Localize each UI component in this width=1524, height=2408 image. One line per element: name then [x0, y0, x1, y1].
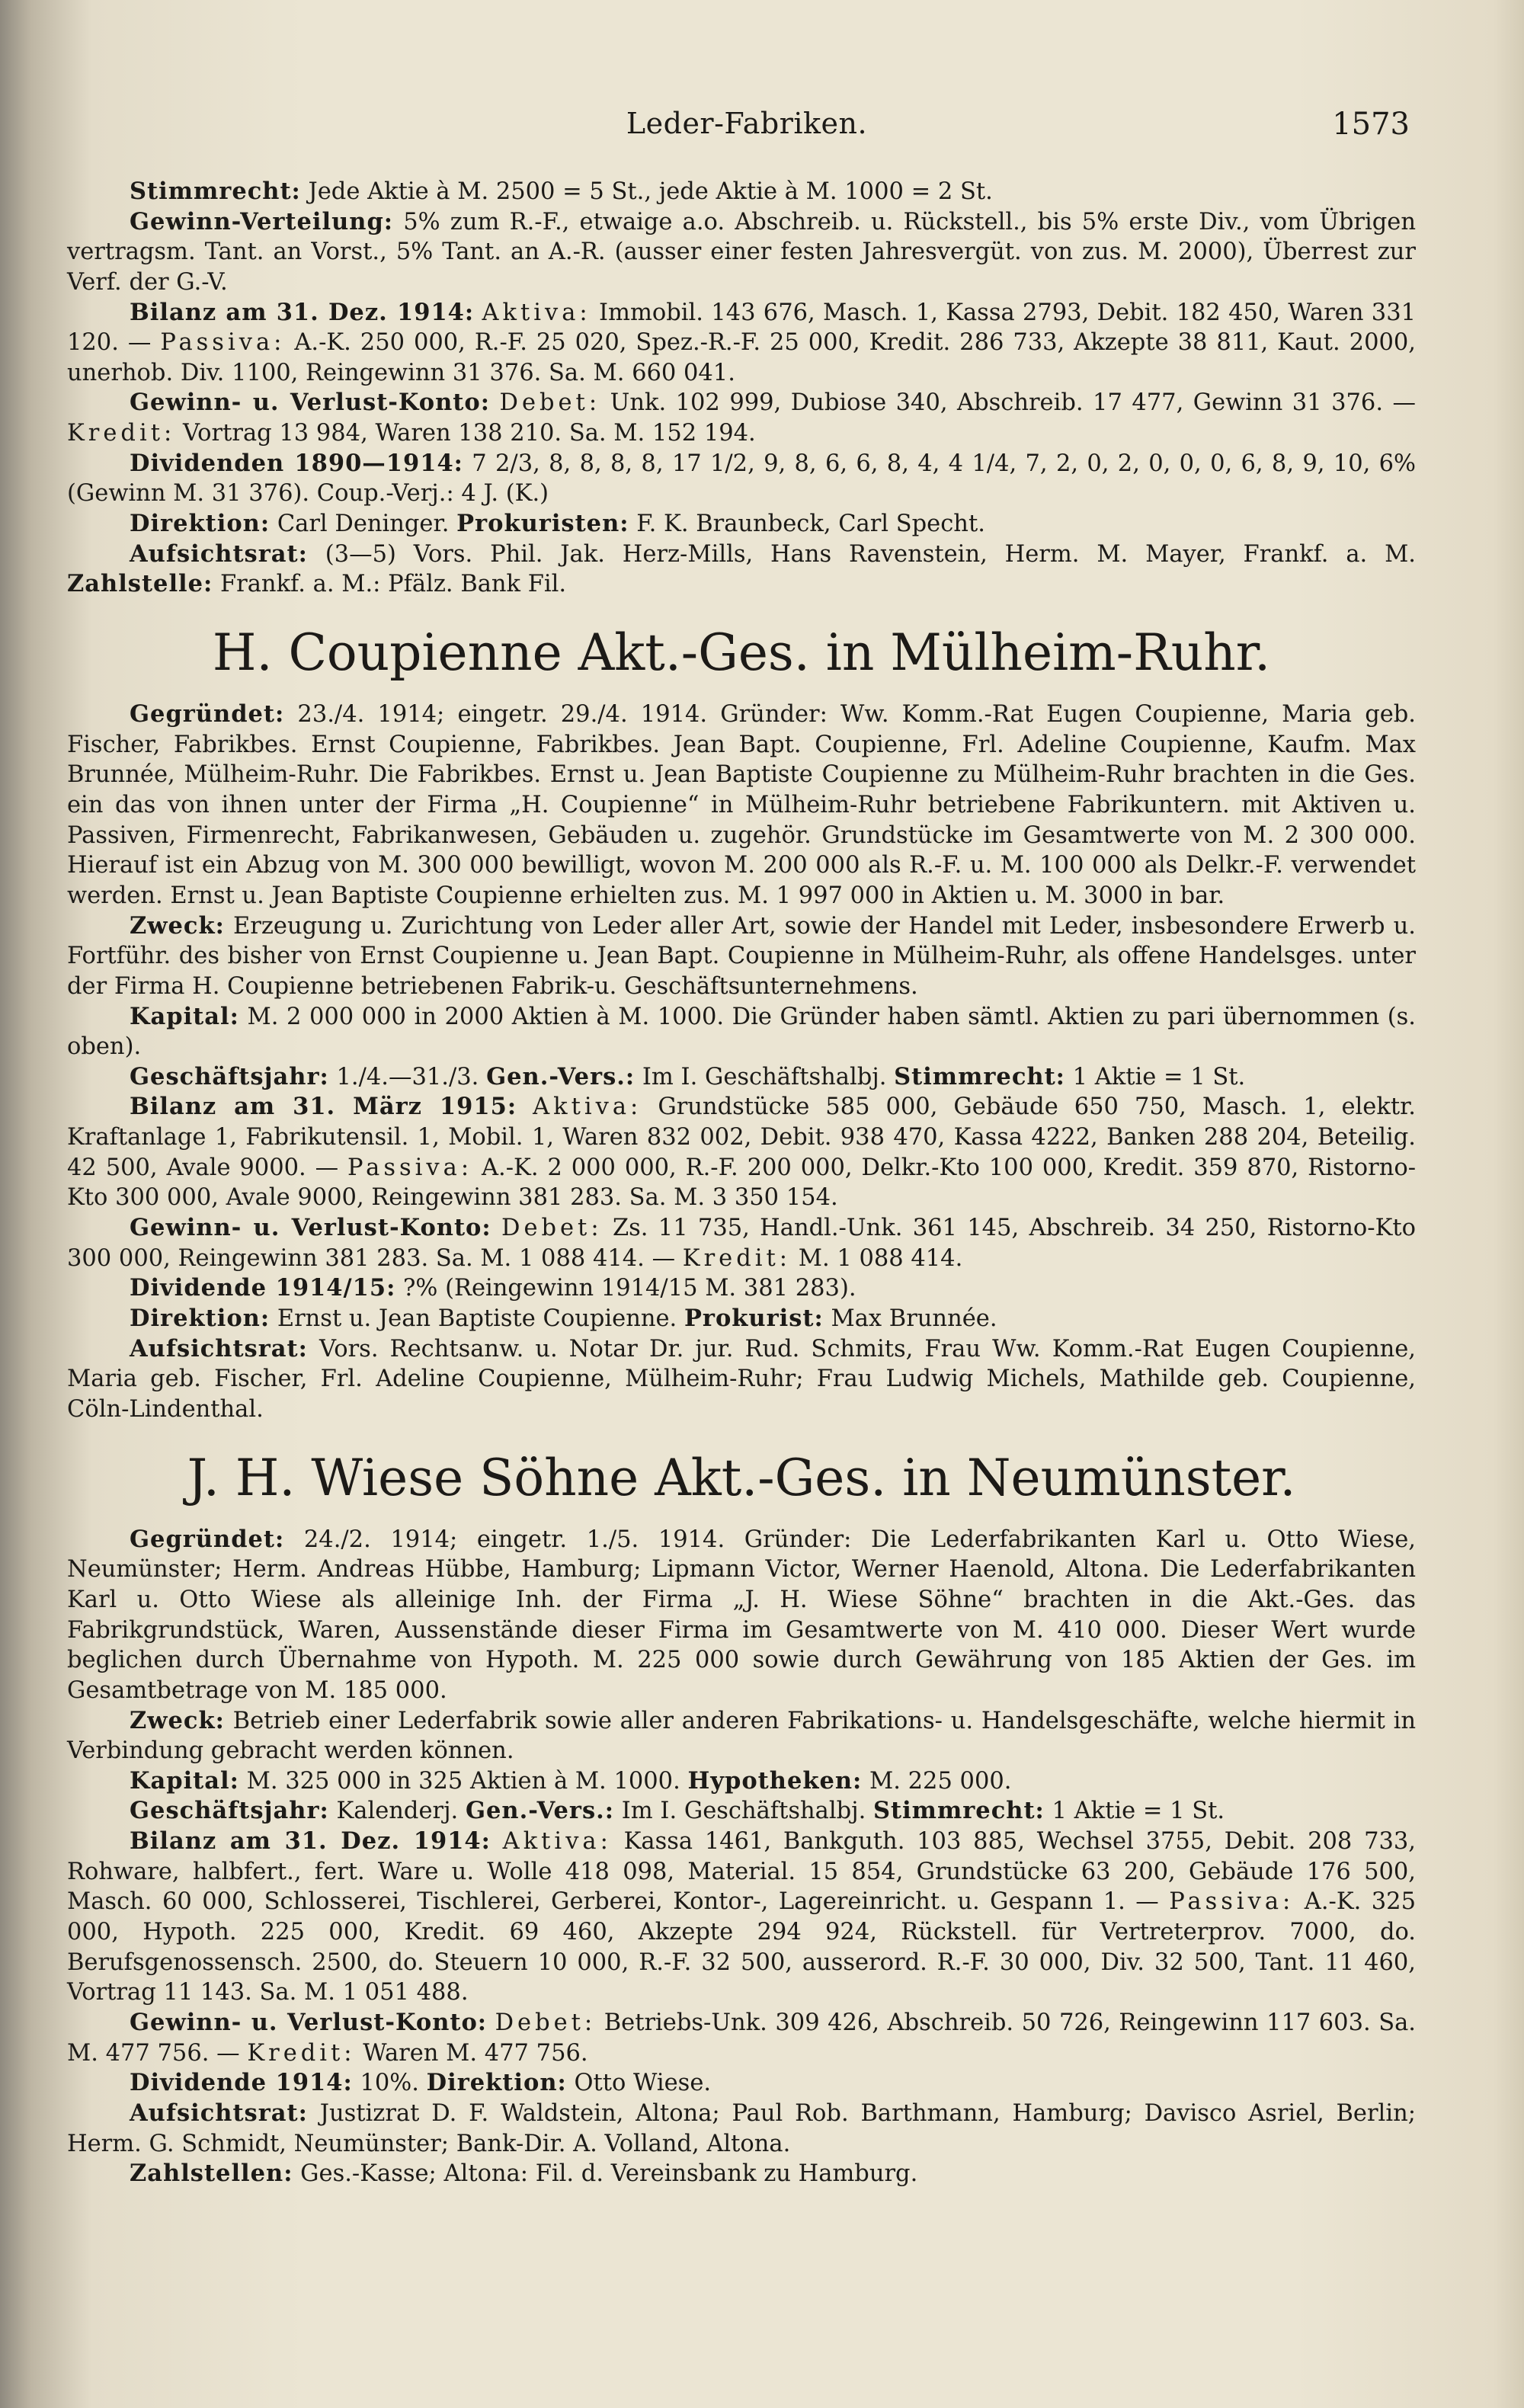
entry-bilanz: Bilanz am 31. Dez. 1914: Aktiva: Immobil. 143 676, Masch. 1, Kassa 2793, Debit. 182 450, Waren 331 120. — Passiva: A.-K. 250 000, R.-F. 25 020, Spez.-R.-F. 25 000, Kredit. 286 733, Akzepte 38 811, Kaut. 2000, unerhob. Div. 1100, Reingewinn 31 376. Sa. M. 660 041. — [67, 298, 1417, 386]
entry-zweck: Zweck: Betrieb einer Lederfabrik sowie aller anderen Fabrikations- u. Handelsgeschäfte, welche hiermit in Verbindung gebracht werden können. — [67, 1706, 1416, 1765]
company-title-wiese: J. H. Wiese Söhne Akt.-Ges. in Neumünster. — [187, 1448, 1296, 1507]
page-number: 1573 — [1332, 107, 1410, 142]
entry-kapital: Kapital: M. 325 000 in 325 Aktien à M. 1000. Hypotheken: M. 225 000. — [130, 1766, 1012, 1795]
entry-kapital: Kapital: M. 2 000 000 in 2000 Aktien à M. 1000. Die Gründer haben sämtl. Aktien zu pari übernommen (s. oben). — [67, 1002, 1416, 1061]
entry-dividende: Dividende 1914: 10%. Direktion: Otto Wiese. — [130, 2069, 712, 2097]
entry-stimmrecht: Stimmrecht: Jede Aktie à M. 2500 = 5 St., jede Aktie à M. 1000 = 2 St. — [130, 178, 993, 205]
entry-direktion: Direktion: Ernst u. Jean Baptiste Coupienne. Prokurist: Max Brunnée. — [130, 1304, 997, 1332]
page-header — [76, 107, 1417, 160]
entry-gegruendet: Gegründet: 24./2. 1914; eingetr. 1./5. 1914. Gründer: Die Lederfabrikanten Karl u. Otto Wiese, Neumünster; Herm. Andreas Hübbe, Hamburg; Lipmann Victor, Werner Haenold, Altona. Die Lederfabrikanten Karl u. Otto Wiese als alleinige Inh. der Firma „J. H. Wiese Söhne“ brachten in die Akt.-Ges. das Fabrikgrundstück, Waren, Aussenstände dieser Firma im Gesamtwerte von M. 410 000. Dieser Wert wurde beglichen durch Übernahme von Hypoth. M. 225 000 sowie durch Gewährung von 185 Aktien der Ges. im Gesamtbetrage von M. 185 000. — [67, 1525, 1416, 1704]
entry-direktion: Direktion: Carl Deninger. Prokuristen: F. K. Braunbeck, Carl Specht. — [130, 510, 985, 538]
running-title: Leder-Fabriken. — [626, 107, 868, 140]
company-title-coupienne: H. Coupienne Akt.-Ges. in Mülheim-Ruhr. — [212, 623, 1271, 682]
entry-zahlstellen: Zahlstellen: Ges.-Kasse; Altona: Fil. d. Vereinsbank zu Hamburg. — [130, 2160, 918, 2188]
entry-geschaeftsjahr: Geschäftsjahr: 1./4.—31./3. Gen.-Vers.: Im I. Geschäftshalbj. Stimmrecht: 1 Aktie = 1 St. — [130, 1062, 1246, 1090]
entry-bilanz: Bilanz am 31. März 1915: Aktiva: Grundstücke 585 000, Gebäude 650 750, Masch. 1, elektr. Kraftanlage 1, Fabrikutensil. 1, Mobil. 1, Waren 832 002, Debit. 938 470, Kassa 4222, Banken 288 204, Beteilig. 42 500, Avale 9000. — Passiva: A.-K. 2 000 000, R.-F. 200 000, Delkr.-Kto 100 000, Kredit. 359 870, Ristorno-Kto 300 000, Avale 9000, Reingewinn 381 283. Sa. M. 3 350 154. — [67, 1093, 1417, 1212]
entry-gegruendet: Gegründet: 23./4. 1914; eingetr. 29./4. 1914. Gründer: Ww. Komm.-Rat Eugen Coupienne, Maria geb. Fischer, Fabrikbes. Ernst Coupienne, Fabrikbes. Jean Bapt. Coupienne, Frl. Adeline Coupienne, Kaufm. Max Brunnée, Mülheim-Ruhr. Die Fabrikbes. Ernst u. Jean Baptiste Coupienne zu Mülheim-Ruhr brachten in die Ges. ein das von ihnen unter der Firma „H. Coupienne“ in Mülheim-Ruhr betriebene Fabrikuntern. mit Aktiven u. Passiven, Firmenrecht, Fabrikanwesen, Gebäuden u. zugehör. Grundstücke im Gesamtwerte von M. 2 300 000. Hierauf ist ein Abzug von M. 300 000 bewilligt, wovon M. 200 000 als R.-F. u. M. 100 000 als Delkr.-F. verwendet werden. Ernst u. Jean Baptiste Coupienne erhielten zus. M. 1 997 000 in Aktien u. M. 3000 in bar. — [67, 700, 1417, 909]
entry-aufsichtsrat: Aufsichtsrat: Justizrat D. F. Waldstein, Altona; Paul Rob. Barthmann, Hamburg; Davisco Asriel, Berlin; Herm. G. Schmidt, Neumünster; Bank-Dir. A. Volland, Altona. — [67, 2099, 1416, 2157]
entry-dividenden: Dividenden 1890—1914: 7 2/3, 8, 8, 8, 8, 17 1/2, 9, 8, 6, 6, 8, 4, 4 1/4, 7, 2, 0, 2, 0, 0, 0, 6, 8, 9, 10, 6% (Gewinn M. 31 376). Coup.-Verj.: 4 J. (K.) — [67, 449, 1417, 508]
entry-zweck: Zweck: Erzeugung u. Zurichtung von Leder aller Art, sowie der Handel mit Leder, insbesondere Erwerb u. Fortführ. des bisher von Ernst Coupienne u. Jean Bapt. Coupienne in Mülheim-Ruhr, als offene Handelsges. unter der Firma H. Coupienne betriebenen Fabrik-u. Geschäftsunternehmens. — [67, 911, 1416, 1000]
entry-bilanz: Bilanz am 31. Dez. 1914: Aktiva: Kassa 1461, Bankguth. 103 885, Wechsel 3755, Debit. 208 733, Rohware, halbfert., fert. Ware u. Wolle 418 098, Material. 15 854, Grundstücke 63 200, Gebäude 176 500, Masch. 60 000, Schlosserei, Tischlerei, Gerberei, Kontor-, Lagereinricht. u. Gespann 1. — Passiva: A.-K. 325 000, Hypoth. 225 000, Kredit. 69 460, Akzepte 294 924, Rückstell. für Vertreterprov. 7000, do. Berufsgenossensch. 2500, do. Steuern 10 000, R.-F. 32 500, ausserord. R.-F. 30 000, Div. 32 500, Tant. 11 460, Vortrag 11 143. Sa. M. 1 051 488. — [67, 1827, 1416, 2006]
entry-gewinnverteilung: Gewinn-Verteilung: 5% zum R.-F., etwaige a.o. Abschreib. u. Rückstell., bis 5% erste Div., vom Übrigen vertragsm. Tant. an Vorst., 5% Tant. an A.-R. (ausser einer festen Jahresvergüt. von zus. M. 2000), Überrest zur Verf. der G.-V. — [67, 207, 1416, 296]
entry-guv: Gewinn- u. Verlust-Konto: Debet: Zs. 11 735, Handl.-Unk. 361 145, Abschreib. 34 250, Ristorno-Kto 300 000, Reingewinn 381 283. Sa. M. 1 088 414. — Kredit: M. 1 088 414. — [67, 1214, 1416, 1272]
entry-aufsichtsrat: Aufsichtsrat: Vors. Rechtsanw. u. Notar Dr. jur. Rud. Schmits, Frau Ww. Komm.-Rat Eugen Coupienne, Maria geb. Fischer, Frl. Adeline Coupienne, Mülheim-Ruhr; Frau Ludwig Michels, Mathilde geb. Coupienne, Cöln-Lindenthal. — [67, 1334, 1416, 1423]
entry-aufsichtsrat: Aufsichtsrat: (3—5) Vors. Phil. Jak. Herz-Mills, Hans Ravenstein, Herm. M. Mayer, Frankf. a. M. Zahlstelle: Frankf. a. M.: Pfälz. Bank Fil. — [67, 540, 1417, 598]
page-content — [67, 177, 1416, 2189]
entry-geschaeftsjahr: Geschäftsjahr: Kalenderj. Gen.-Vers.: Im I. Geschäftshalbj. Stimmrecht: 1 Aktie = 1 St. — [130, 1797, 1225, 1825]
entry-guv: Gewinn- u. Verlust-Konto: Debet: Betriebs-Unk. 309 426, Abschreib. 50 726, Reingewinn 117 603. Sa. M. 477 756. — Kredit: Waren M. 477 756. — [67, 2008, 1416, 2067]
entry-dividende: Dividende 1914/15: ?% (Reingewinn 1914/15 M. 381 283). — [130, 1274, 856, 1302]
entry-guv: Gewinn- u. Verlust-Konto: Debet: Unk. 102 999, Dubiose 340, Abschreib. 17 477, Gewinn 31 376. — Kredit: Vortrag 13 984, Waren 138 210. Sa. M. 152 194. — [67, 389, 1416, 447]
